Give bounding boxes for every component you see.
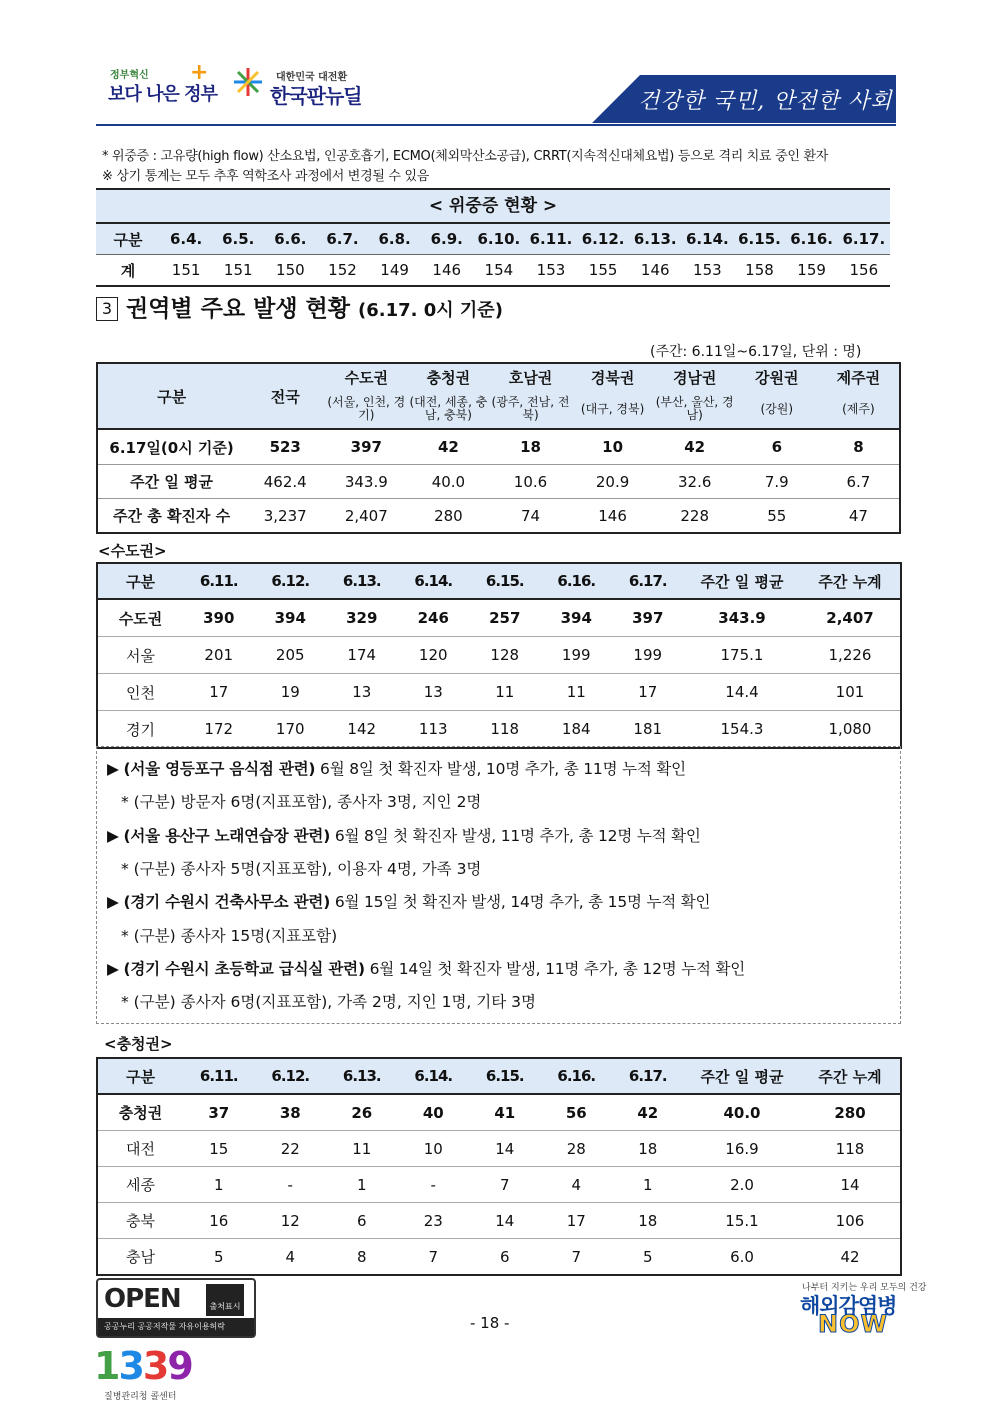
header-cell: 6.11. <box>183 563 255 599</box>
plus-icon: + <box>190 60 209 85</box>
cluster-title: (경기 수원시 건축사무소 관련) <box>123 893 331 911</box>
cell: 4 <box>541 1167 613 1203</box>
cell: 17 <box>541 1203 613 1239</box>
cell: 41 <box>469 1094 541 1131</box>
cluster-title: (서울 영등포구 음식점 관련) <box>123 760 316 778</box>
cell: 40 <box>398 1094 470 1131</box>
header-cell: 6.15. <box>469 563 541 599</box>
severe-date: 6.15. <box>733 223 785 255</box>
cell: 38 <box>255 1094 327 1131</box>
severe-table <box>96 222 890 287</box>
severe-date: 6.16. <box>786 223 838 255</box>
severe-date: 6.8. <box>369 223 421 255</box>
region-name: 수도권 <box>325 363 407 390</box>
row-label: 주간 일 평균 <box>97 465 245 499</box>
sudo-table <box>96 562 902 749</box>
list-item: ▶ (서울 영등포구 음식점 관련) 6월 8일 첫 확진자 발생, 10명 추가, 총 11명 누적 확인 <box>107 760 686 778</box>
cell: 15 <box>183 1131 255 1167</box>
header-cell: 구분 <box>97 1058 183 1094</box>
cell: 3,237 <box>245 499 325 534</box>
row-label: 6.17일(0시 기준) <box>97 429 245 465</box>
cell: 42 <box>612 1094 684 1131</box>
cell: 13 <box>326 674 398 711</box>
header-cell: 6.17. <box>612 563 684 599</box>
severe-date: 6.12. <box>577 223 629 255</box>
cell: 경기 <box>97 711 183 749</box>
severe-value: 151 <box>171 261 201 279</box>
cell: 16.9 <box>684 1131 801 1167</box>
cell: 11 <box>326 1131 398 1167</box>
table-row <box>97 711 901 749</box>
cluster-detail: * (구분) 종사자 6명(지표포함), 가족 2명, 지인 1명, 기타 3명 <box>121 993 536 1011</box>
cell: 146 <box>572 499 654 534</box>
cell: 15.1 <box>684 1203 801 1239</box>
cell: 1 <box>326 1167 398 1203</box>
cell: 18 <box>612 1131 684 1167</box>
cell: 205 <box>255 637 327 674</box>
cell: 257 <box>469 599 541 637</box>
cell: 18 <box>489 429 571 465</box>
cell: 인천 <box>97 674 183 711</box>
cell: 8 <box>818 429 900 465</box>
table-row <box>97 637 901 674</box>
cell: 32.6 <box>654 465 736 499</box>
region-sub: (부산, 울산, 경남) <box>654 390 736 429</box>
cell: 4 <box>255 1239 327 1276</box>
cell: 14.4 <box>684 674 801 711</box>
newdeal-logo: 한국판뉴딜 <box>270 84 362 108</box>
cell: 118 <box>469 711 541 749</box>
cluster-text: 6월 8일 첫 확진자 발생, 11명 추가, 총 12명 누적 확인 <box>330 827 701 845</box>
header-cell: 주간 누계 <box>801 1058 901 1094</box>
newdeal-logo-top: 대한민국 대전환 <box>276 72 348 83</box>
cluster-text: 6월 8일 첫 확진자 발생, 10명 추가, 총 11명 누적 확인 <box>315 760 686 778</box>
severe-date: 6.14. <box>681 223 733 255</box>
header-cell: 6.15. <box>469 1058 541 1094</box>
region-name: 호남권 <box>489 363 571 390</box>
cell: 462.4 <box>245 465 325 499</box>
cell: 17 <box>612 674 684 711</box>
cell: 18 <box>612 1203 684 1239</box>
cell: 17 <box>183 674 255 711</box>
sudo-header-row <box>97 563 901 599</box>
cell: 10 <box>572 429 654 465</box>
cell: 23 <box>398 1203 470 1239</box>
list-item: ▶ (서울 용산구 노래연습장 관련) 6월 8일 첫 확진자 발생, 11명 추가, 총 12명 누적 확인 <box>107 827 701 845</box>
cell: 280 <box>407 499 489 534</box>
cell: 128 <box>469 637 541 674</box>
newdeal-star-icon <box>232 66 264 98</box>
table-row <box>97 499 900 534</box>
region-sub: (강원) <box>736 390 818 429</box>
severe-header-label: 구분 <box>96 223 160 255</box>
header-cell: 6.14. <box>398 563 470 599</box>
cell: 175.1 <box>684 637 801 674</box>
severe-date: 6.4. <box>160 223 212 255</box>
cell: - <box>398 1167 470 1203</box>
cell: 397 <box>612 599 684 637</box>
cell: 113 <box>398 711 470 749</box>
cell: 8 <box>326 1239 398 1276</box>
cell: 22 <box>255 1131 327 1167</box>
cell: 7 <box>398 1239 470 1276</box>
table-row <box>97 465 900 499</box>
cell: 2.0 <box>684 1167 801 1203</box>
severe-table-title: < 위중증 현황 > <box>96 188 890 222</box>
open-license-text: 공공누리 공공저작물 자유이용허락 <box>98 1318 254 1336</box>
chung-label: <충청권> <box>104 1035 173 1053</box>
cluster-text: 6월 15일 첫 확진자 발생, 14명 추가, 총 15명 누적 확인 <box>330 893 711 911</box>
region-name: 경남권 <box>654 363 736 390</box>
cell: 1,080 <box>801 711 901 749</box>
cell: 6.0 <box>684 1239 801 1276</box>
cell: 1 <box>612 1167 684 1203</box>
severe-value: 146 <box>640 261 670 279</box>
cell: 10.6 <box>489 465 571 499</box>
cell: 14 <box>469 1131 541 1167</box>
section-title: 권역별 주요 발생 현황 <box>126 296 350 322</box>
region-sub: (광주, 전남, 전북) <box>489 390 571 429</box>
cell: 55 <box>736 499 818 534</box>
sudo-label: <수도권> <box>98 542 167 560</box>
cell: 184 <box>541 711 613 749</box>
overseas-disease-logo: 해외감염병 <box>800 1294 897 1318</box>
cell: 199 <box>612 637 684 674</box>
table-row <box>97 1203 901 1239</box>
cell: 6 <box>469 1239 541 1276</box>
gov-innovation-logo-top: 정부혁신 <box>110 70 149 81</box>
cell: 394 <box>255 599 327 637</box>
table-row <box>97 599 901 637</box>
header-cell: 6.17. <box>612 1058 684 1094</box>
attribution-badge: 출처표시 <box>206 1284 244 1316</box>
severe-date: 6.9. <box>421 223 473 255</box>
header-cell: 6.13. <box>326 563 398 599</box>
open-logo-text: OPEN <box>104 1284 181 1314</box>
cell: 수도권 <box>97 599 183 637</box>
cell: 172 <box>183 711 255 749</box>
cell: 42 <box>407 429 489 465</box>
cell: 19 <box>255 674 327 711</box>
severe-total-label: 계 <box>120 261 136 280</box>
note-severe-definition: * 위중증 : 고유량(high flow) 산소요법, 인공호흡기, ECMO(체외막산소공급), CRRT(지속적신대체요법) 등으로 격리 치료 중인 환자 <box>102 149 829 164</box>
severe-date: 6.17. <box>838 223 890 255</box>
cell: 7 <box>541 1239 613 1276</box>
header-cell: 주간 일 평균 <box>684 563 801 599</box>
cell: 47 <box>818 499 900 534</box>
slogan-text: 건강한 국민, 안전한 사회 <box>638 89 893 114</box>
severe-header-row <box>96 223 890 255</box>
row-label: 주간 총 확진자 수 <box>97 499 245 534</box>
severe-date: 6.7. <box>316 223 368 255</box>
cluster-detail: * (구분) 종사자 15명(지표포함) <box>121 927 338 945</box>
cell: 6 <box>736 429 818 465</box>
cell: 10 <box>398 1131 470 1167</box>
cell: 343.9 <box>684 599 801 637</box>
regional-table <box>96 362 901 534</box>
cell: 2,407 <box>325 499 407 534</box>
cell: 397 <box>325 429 407 465</box>
severe-date: 6.6. <box>264 223 316 255</box>
cluster-text: 6월 14일 첫 확진자 발생, 11명 추가, 총 12명 누적 확인 <box>364 960 746 978</box>
overseas-disease-tagline: 나부터 지키는 우리 모두의 건강 <box>802 1283 927 1293</box>
region-sub: (서울, 인천, 경기) <box>325 390 407 429</box>
cell: 523 <box>245 429 325 465</box>
severe-total-row <box>96 255 890 287</box>
cell: 1,226 <box>801 637 901 674</box>
cell: 394 <box>541 599 613 637</box>
cell: 6.7 <box>818 465 900 499</box>
note-statistics-change: ※ 상기 통계는 모두 추후 역학조사 과정에서 변경될 수 있음 <box>102 169 430 184</box>
cell: 충북 <box>97 1203 183 1239</box>
header-divider <box>96 124 896 126</box>
period-note: (주간: 6.11일~6.17일, 단위 : 명) <box>650 344 862 360</box>
region-name: 경북권 <box>572 363 654 390</box>
cell: 37 <box>183 1094 255 1131</box>
cell: 228 <box>654 499 736 534</box>
table-row <box>97 429 900 465</box>
cluster-detail: * (구분) 종사자 5명(지표포함), 이용자 4명, 가족 3명 <box>121 860 482 878</box>
header-cell: 구분 <box>97 563 183 599</box>
cell: 154.3 <box>684 711 801 749</box>
cell: 충남 <box>97 1239 183 1276</box>
cell: 12 <box>255 1203 327 1239</box>
severe-value: 156 <box>849 261 879 279</box>
region-name: 충청권 <box>407 363 489 390</box>
table-row <box>97 1167 901 1203</box>
cluster-detail: * (구분) 방문자 6명(지표포함), 종사자 3명, 지인 2명 <box>121 793 482 811</box>
callcenter-logo <box>94 1344 192 1388</box>
region-name: 강원권 <box>736 363 818 390</box>
header-cell: 6.12. <box>255 563 327 599</box>
cell: 5 <box>612 1239 684 1276</box>
cell: 28 <box>541 1131 613 1167</box>
cell: 181 <box>612 711 684 749</box>
cell: 118 <box>801 1131 901 1167</box>
severe-value: 146 <box>432 261 462 279</box>
severe-value: 153 <box>536 261 566 279</box>
cell: 174 <box>326 637 398 674</box>
header-cell: 주간 누계 <box>801 563 901 599</box>
cell: 1 <box>183 1167 255 1203</box>
list-item: ▶ (경기 수원시 건축사무소 관련) 6월 15일 첫 확진자 발생, 14명 추가, 총 15명 누적 확인 <box>107 893 711 911</box>
header-cell: 6.13. <box>326 1058 398 1094</box>
cell: 7.9 <box>736 465 818 499</box>
region-sub: (대구, 경북) <box>572 390 654 429</box>
cell: 14 <box>469 1203 541 1239</box>
cell: 142 <box>326 711 398 749</box>
cell: 13 <box>398 674 470 711</box>
cell: 170 <box>255 711 327 749</box>
cell: 56 <box>541 1094 613 1131</box>
regional-header-row <box>97 363 900 390</box>
cell: 74 <box>489 499 571 534</box>
severe-value: 154 <box>484 261 514 279</box>
header-cell: 주간 일 평균 <box>684 1058 801 1094</box>
header-cell: 6.11. <box>183 1058 255 1094</box>
cell: 충청권 <box>97 1094 183 1131</box>
cell: 42 <box>654 429 736 465</box>
cell: 세종 <box>97 1167 183 1203</box>
severe-value: 150 <box>276 261 305 279</box>
severe-date: 6.13. <box>629 223 681 255</box>
severe-value: 149 <box>380 261 409 279</box>
chung-table <box>96 1057 902 1276</box>
now-logo-text: NOW <box>818 1310 888 1338</box>
cell: 6 <box>326 1203 398 1239</box>
severe-date: 6.10. <box>473 223 525 255</box>
region-sub: (제주) <box>818 390 900 429</box>
cell: 246 <box>398 599 470 637</box>
cell: 5 <box>183 1239 255 1276</box>
cell: 101 <box>801 674 901 711</box>
header-cell: 6.12. <box>255 1058 327 1094</box>
cell: 40.0 <box>407 465 489 499</box>
cell: 40.0 <box>684 1094 801 1131</box>
table-row <box>97 674 901 711</box>
cell: 11 <box>541 674 613 711</box>
list-item: ▶ (경기 수원시 초등학교 급식실 관련) 6월 14일 첫 확진자 발생, 11명 추가, 총 12명 누적 확인 <box>107 960 746 978</box>
cluster-title: (서울 용산구 노래연습장 관련) <box>123 827 331 845</box>
cluster-list <box>96 746 901 1024</box>
regional-header-label: 구분 <box>97 363 245 429</box>
cell: 16 <box>183 1203 255 1239</box>
severe-value: 158 <box>745 261 774 279</box>
cluster-title: (경기 수원시 초등학교 급식실 관련) <box>123 960 365 978</box>
header-cell: 6.14. <box>398 1058 470 1094</box>
chung-header-row <box>97 1058 901 1094</box>
section-subtitle: (6.17. 0시 기준) <box>358 300 503 321</box>
cell: 329 <box>326 599 398 637</box>
cell: 42 <box>801 1239 901 1276</box>
cell: 14 <box>801 1167 901 1203</box>
cell: 343.9 <box>325 465 407 499</box>
header-cell: 6.16. <box>541 1058 613 1094</box>
region-sub: (대전, 세종, 충남, 충북) <box>407 390 489 429</box>
severe-date: 6.5. <box>212 223 264 255</box>
section-number: 3 <box>96 297 118 321</box>
header-cell: 6.16. <box>541 563 613 599</box>
cell: 11 <box>469 674 541 711</box>
kogl-open-logo <box>96 1278 256 1338</box>
cell: 20.9 <box>572 465 654 499</box>
severe-value: 151 <box>223 261 253 279</box>
cell: 2,407 <box>801 599 901 637</box>
slogan-banner <box>580 75 896 123</box>
severe-value: 152 <box>328 261 357 279</box>
cell: 7 <box>469 1167 541 1203</box>
cell: 280 <box>801 1094 901 1131</box>
regional-header-national: 전국 <box>245 363 325 429</box>
gov-innovation-logo: 보다 나은 정부 <box>108 84 217 105</box>
section-heading <box>96 290 503 323</box>
cell: - <box>255 1167 327 1203</box>
page-number: - 18 - <box>470 1314 510 1332</box>
cell: 120 <box>398 637 470 674</box>
table-row <box>97 1131 901 1167</box>
cell: 26 <box>326 1094 398 1131</box>
severe-date: 6.11. <box>525 223 577 255</box>
cell: 106 <box>801 1203 901 1239</box>
table-row <box>97 1094 901 1131</box>
cell: 201 <box>183 637 255 674</box>
severe-value: 155 <box>588 261 618 279</box>
region-name: 제주권 <box>818 363 900 390</box>
severe-value: 159 <box>797 261 826 279</box>
severe-value: 153 <box>693 261 722 279</box>
callcenter-number: 1339 <box>94 1344 192 1388</box>
cell: 199 <box>541 637 613 674</box>
callcenter-caption: 질병관리청 콜센터 <box>104 1392 177 1402</box>
cell: 390 <box>183 599 255 637</box>
cell: 대전 <box>97 1131 183 1167</box>
cell: 서울 <box>97 637 183 674</box>
table-row <box>97 1239 901 1276</box>
